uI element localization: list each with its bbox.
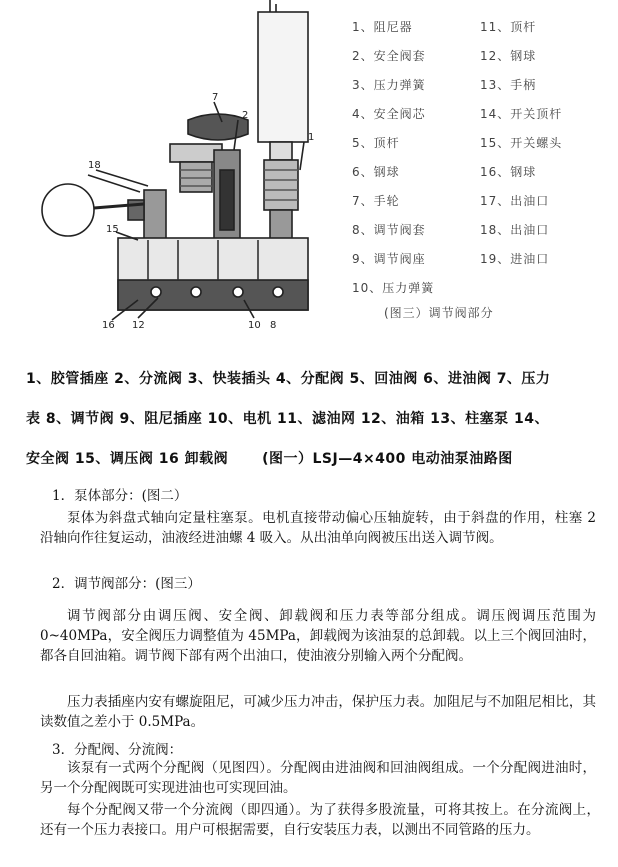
section-2-heading: 2．调节阀部分：(图三） xyxy=(52,576,201,592)
legend-item: 12、钢球 xyxy=(480,49,537,63)
legend-item: 11、顶杆 xyxy=(480,20,537,34)
legend-item: 3、压力弹簧 xyxy=(352,78,426,92)
legend-item: 6、钢球 xyxy=(352,165,400,179)
legend-item: 2、安全阀套 xyxy=(352,49,426,63)
callout-16: 16 xyxy=(102,320,115,331)
parts-list-text: 安全阀 15、调压阀 16 卸载阀 xyxy=(26,451,229,467)
callout-15: 15 xyxy=(106,224,119,235)
section-3-heading: 3．分配阀、分流阀： xyxy=(52,742,183,758)
callout-10: 10 xyxy=(248,320,261,331)
section-2-body-1: 调节阀部分由调压阀、安全阀、卸载阀和压力表等部分组成。调压阀调压范围为 0~40MPa，安全阀压力调整值为 45MPa，卸载阀为该油泵的总卸载。以上三个阀回油时，都各自回油箱。调节阀下部有两个出油口，使油液分别输入两个分配阀。 xyxy=(40,608,596,664)
callout-18: 18 xyxy=(88,160,101,171)
callout-7: 7 xyxy=(212,92,219,103)
callout-12: 12 xyxy=(132,320,145,331)
parts-list-line-2: 表 8、调节阀 9、阻尼插座 10、电机 11、滤油网 12、油箱 13、柱塞泵 14、 xyxy=(26,411,550,427)
valve-assembly-drawing xyxy=(8,0,348,340)
callout-2: 2 xyxy=(242,110,249,121)
parts-list-line-1: 1、胶管插座 2、分流阀 3、快装插头 4、分配阀 5、回油阀 6、进油阀 7、压力 xyxy=(26,371,551,387)
section-1-body: 泵体为斜盘式轴向定量柱塞泵。电机直接带动偏心压轴旋转，由于斜盘的作用，柱塞 2 沿轴向作往复运动，油液经进油螺 4 吸入。从出油单向阀被压出送入调节阀。 xyxy=(40,510,596,546)
legend-item: 13、手柄 xyxy=(480,78,537,92)
legend-item: 14、开关顶杆 xyxy=(480,107,563,121)
legend-item: 16、钢球 xyxy=(480,165,537,179)
legend-item: 10、压力弹簧 xyxy=(352,281,435,295)
legend-item: 18、出油口 xyxy=(480,223,550,237)
legend-item: 1、阻尼器 xyxy=(352,20,413,34)
legend-item: 19、进油口 xyxy=(480,252,550,266)
callout-1: 1 xyxy=(308,132,315,143)
legend-item: 5、顶杆 xyxy=(352,136,400,150)
callout-8: 8 xyxy=(270,320,277,331)
legend-item: 9、调节阀座 xyxy=(352,252,426,266)
section-2-body-2: 压力表插座内安有螺旋阻尼，可减少压力冲击，保护压力表。加阻尼与不加阻尼相比，其读数值之差小于 0.5MPa。 xyxy=(40,694,596,730)
section-3-body-2: 每个分配阀又带一个分流阀（即四通）。为了获得多股流量，可将其按上。在分流阀上，还有一个压力表接口。用户可根据需要，自行安装压力表，以测出不同管路的压力。 xyxy=(40,802,600,838)
legend-item: 8、调节阀套 xyxy=(352,223,426,237)
legend-item: 4、安全阀芯 xyxy=(352,107,426,121)
section-3-body-1: 该泵有一式两个分配阀（见图四）。分配阀由进油阀和回油阀组成。一个分配阀进油时，另一个分配阀既可实现进油也可实现回油。 xyxy=(40,760,596,796)
figure-3 xyxy=(0,0,618,350)
legend-item: 15、开关螺头 xyxy=(480,136,563,150)
figure-1-caption: (图一）LSJ—4×400 电动油泵油路图 xyxy=(262,451,513,467)
legend-item: 7、手轮 xyxy=(352,194,400,208)
parts-list-line-3 xyxy=(26,448,606,468)
figure-3-caption: (图三）调节阀部分 xyxy=(384,306,494,320)
section-1-heading: 1．泵体部分：(图二） xyxy=(52,488,188,504)
legend-item: 17、出油口 xyxy=(480,194,550,208)
